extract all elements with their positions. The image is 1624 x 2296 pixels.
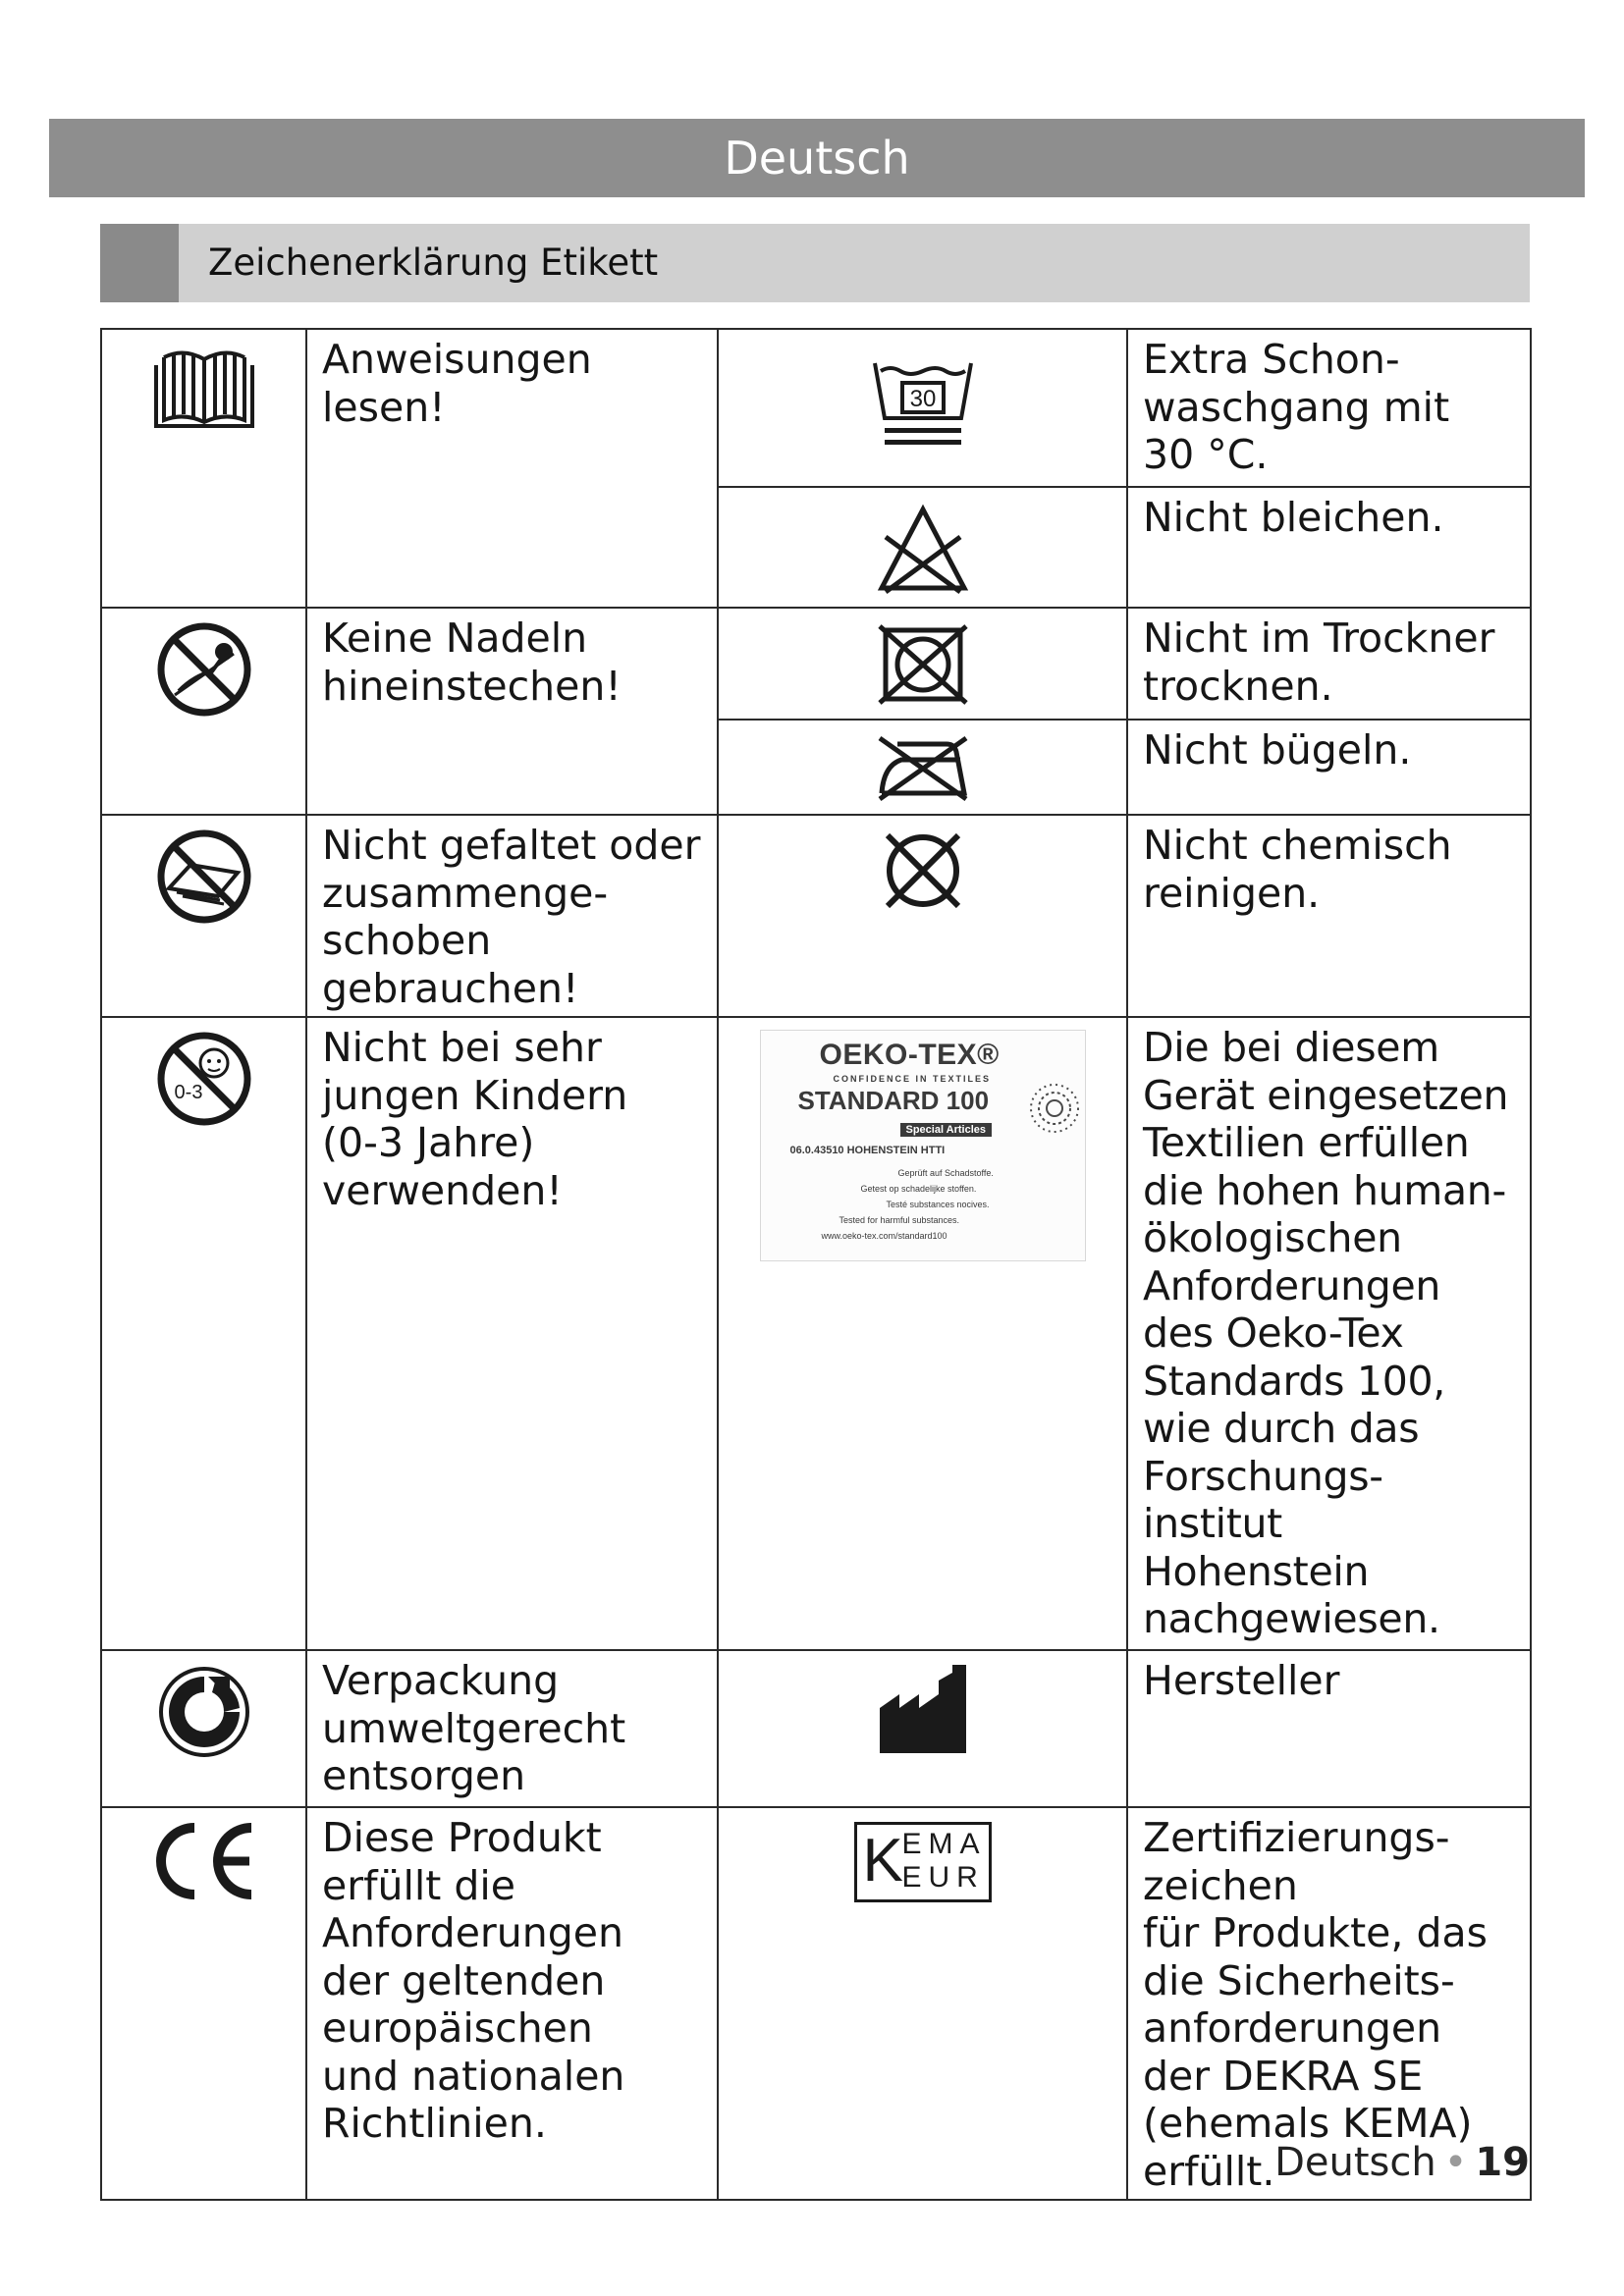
language-title: Deutsch [724,132,910,185]
no-dryclean-icon-cell [718,815,1127,1017]
ce-mark-icon [149,1820,259,1902]
oeko-brand: OEKO-TEX® [819,1039,1000,1071]
oeko-line-3: Testé substances nocives. [886,1200,990,1209]
no-fold-text: Nicht gefaltet oder zusammenge- schoben gebrauchen! [306,815,718,1017]
oeko-tex-text: Die bei diesem Gerät eingesetzen Textilien erfüllen die hohen human- ökologischen Anforderungen des Oeko-Tex Standards 100, wie durch das Forschungs- institut Hohenstein nachgewiesen. [1127,1017,1531,1650]
no-needles-text: Keine Nadeln hineinstechen! [306,608,718,815]
no-tumble-icon-cell [718,608,1127,720]
wash-icon-cell [718,329,1127,487]
oeko-tex-label [760,1030,1086,1261]
oeko-flower-icon [1028,1082,1081,1135]
oeko-cert-number: 06.0.43510 HOHENSTEIN HTTI [789,1145,946,1156]
wash-temp-label: 30 [909,386,936,412]
instructions-icon-cell [101,329,306,608]
page-footer [1274,2140,1530,2185]
no-iron-icon [874,730,972,803]
ce-icon-cell [101,1807,306,2200]
no-fold-icon [155,828,253,926]
manufacturer-icon-cell [718,1650,1127,1807]
page-number: 19 [1475,2140,1530,2185]
no-tumble-text: Nicht im Trockner trocknen. [1127,608,1531,720]
no-children-icon-cell [101,1017,306,1650]
kema-k: K [862,1827,903,1895]
oeko-line-4: Tested for harmful substances. [839,1215,960,1225]
no-bleach-icon [874,502,972,596]
footer-separator: • [1443,2140,1468,2185]
section-title: Zeichenerklärung Etikett [208,241,659,284]
kema-eur-logo [854,1822,992,1902]
no-children-icon [155,1030,253,1128]
no-iron-icon-cell [718,720,1127,815]
section-accent-block [100,224,179,302]
no-needles-icon [155,620,253,719]
symbol-legend-table [100,328,1532,2201]
oeko-category: Special Articles [900,1123,993,1137]
ce-text: Diese Produkt erfüllt die Anforderungen der geltenden europäischen und nationalen Richtlinien. [306,1807,718,2200]
instructions-text: Anweisungen lesen! [306,329,718,608]
oeko-line-5: www.oeko-tex.com/standard100 [821,1231,947,1241]
footer-language: Deutsch [1274,2140,1436,2185]
no-dryclean-text: Nicht chemisch reinigen. [1127,815,1531,1017]
no-bleach-icon-cell [718,487,1127,608]
no-iron-text: Nicht bügeln. [1127,720,1531,815]
child-age-label: 0-3 [174,1082,202,1103]
oeko-tex-cell [718,1017,1127,1650]
kema-icon-cell [718,1807,1127,2200]
no-dry-clean-icon [876,824,970,918]
oeko-line-2: Getest op schadelijke stoffen. [860,1184,977,1194]
open-book-icon [150,340,258,438]
no-children-text: Nicht bei sehr jungen Kindern (0-3 Jahre) verwenden! [306,1017,718,1650]
no-needles-icon-cell [101,608,306,815]
section-header [100,224,1530,302]
wash-30-icon [869,357,977,455]
language-header [49,119,1585,197]
oeko-tagline: CONFIDENCE IN TEXTILES [833,1074,992,1084]
kema-text: Zertifizierungs- zeichen für Produkte, das die Sicherheits- anforderungen der DEKRA SE (ehemals KEMA) erfüllt. [1127,1807,1531,2200]
factory-icon [874,1663,972,1761]
green-dot-recycling-icon [155,1663,253,1761]
kema-row-2: EUR [901,1861,985,1894]
kema-row-1: EMA [901,1828,987,1860]
oeko-line-1: Geprüft auf Schadstoffe. [897,1168,994,1178]
manufacturer-text: Hersteller [1127,1650,1531,1807]
packaging-text: Verpackung umweltgerecht entsorgen [306,1650,718,1807]
oeko-standard: STANDARD 100 [797,1086,990,1115]
packaging-icon-cell [101,1650,306,1807]
no-tumble-dry-icon [876,622,970,707]
no-fold-icon-cell [101,815,306,1017]
wash-text: Extra Schon- waschgang mit 30 °C. [1127,329,1531,487]
no-bleach-text: Nicht bleichen. [1127,487,1531,608]
